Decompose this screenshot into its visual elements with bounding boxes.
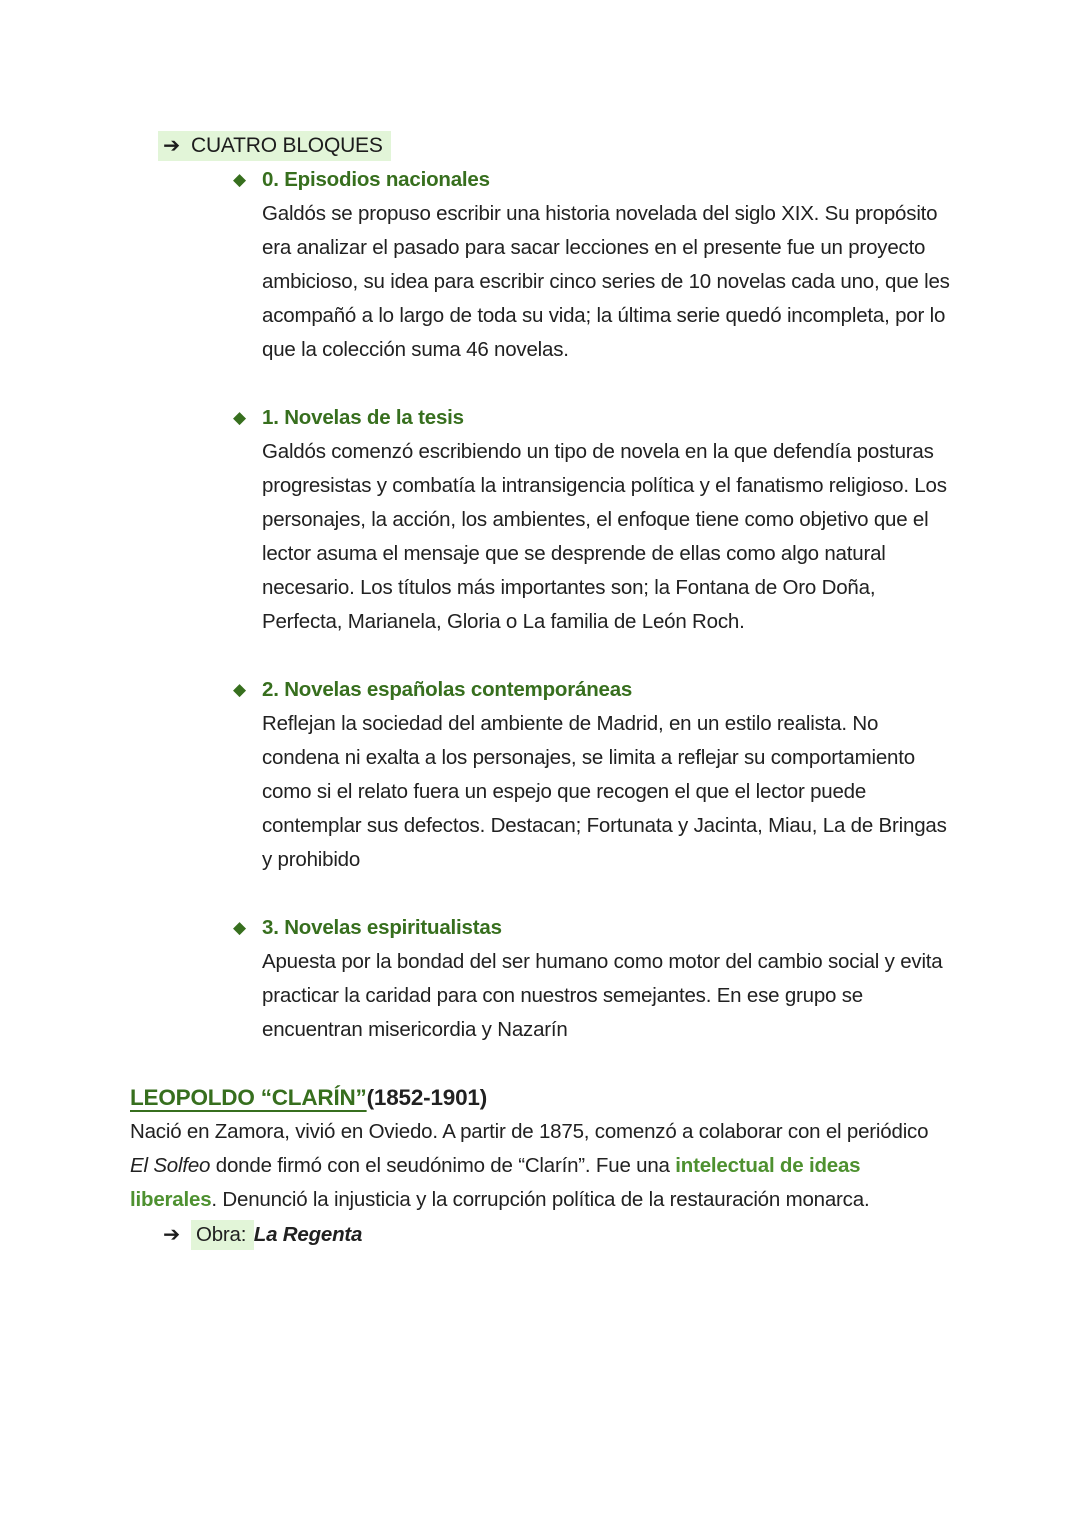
block-novelas-espanolas-contemporaneas <box>233 673 950 877</box>
bio-text: donde firmó con el seudónimo de “Clarín”. Fue una <box>210 1154 676 1177</box>
diamond-bullet-icon: ◆ <box>233 680 246 700</box>
bio-text: Nació en Zamora, vivió en Oviedo. A partir de 1875, comenzó a colaborar con el periódico <box>130 1120 929 1143</box>
clarin-dates: (1852-1901) <box>366 1085 487 1110</box>
block-novelas-de-la-tesis <box>233 401 950 639</box>
bio-accent-phrase: intelectual de ideas liberales <box>130 1154 861 1211</box>
diamond-bullet-icon: ◆ <box>233 918 246 938</box>
highlight-cuatro-bloques <box>158 131 391 161</box>
block-body: Galdós comenzó escribiendo un tipo de novela en la que defendía posturas progresistas y combatía la intransigencia política y el fanatismo religioso. Los personajes, la acción, los ambientes, el enfoque tiene como objetivo que el lector asuma el mensaje que se desprende de ellas como algo natural necesario. Los títulos más importantes son; la Fontana de Oro Doña, Perfecta, Marianela, Gloria o La familia de León Roch. <box>262 440 947 633</box>
clarin-bio-paragraph <box>130 1115 950 1217</box>
obra-work-title: La Regenta <box>253 1223 363 1246</box>
diamond-bullet-icon: ◆ <box>233 408 246 428</box>
list-item-cuatro-bloques <box>163 128 950 163</box>
bio-newspaper-title: El Solfeo <box>130 1154 211 1177</box>
block-novelas-espiritualistas <box>233 911 950 1047</box>
block-title: 3. Novelas espiritualistas <box>262 916 502 939</box>
block-body: Reflejan la sociedad del ambiente de Madrid, en un estilo realista. No condena ni exalta a los personajes, se limita a reflejar su comportamiento como si el relato fuera un espejo que recogen el que el lector puede contemplar sus defectos. Destacan; Fortunata y Jacinta, Miau, La de Bringas y prohibido <box>262 712 947 871</box>
block-body: Galdós se propuso escribir una historia novelada del siglo XIX. Su propósito era analizar el pasado para sacar lecciones en el presente fue un proyecto ambicioso, su idea para escribir cinco series de 10 novelas cada uno, que les acompañó a lo largo de toda su vida; la última serie quedó incompleta, por lo que la colección suma 46 novelas. <box>262 202 950 361</box>
clarin-name: LEOPOLDO “CLARÍN” <box>130 1085 367 1110</box>
obra-label: Obra: <box>191 1220 254 1250</box>
block-title: 2. Novelas españolas contemporáneas <box>262 678 633 701</box>
cuatro-bloques-label: CUATRO BLOQUES <box>190 134 383 157</box>
block-body: Apuesta por la bondad del ser humano como motor del cambio social y evita practicar la caridad para con nuestros semejantes. En ese grupo se encuentran misericordia y Nazarín <box>262 950 943 1041</box>
block-title: 0. Episodios nacionales <box>262 168 490 191</box>
list-item-obra <box>163 1217 950 1252</box>
clarin-heading <box>130 1081 950 1115</box>
diamond-bullet-icon: ◆ <box>233 170 246 190</box>
block-episodios-nacionales <box>233 163 950 367</box>
bio-text: . Denunció la injusticia y la corrupción política de la restauración monarca. <box>211 1188 870 1211</box>
block-title: 1. Novelas de la tesis <box>262 406 464 429</box>
arrow-bullet-icon: ➔ <box>163 1222 180 1246</box>
arrow-bullet-icon: ➔ <box>163 133 180 157</box>
